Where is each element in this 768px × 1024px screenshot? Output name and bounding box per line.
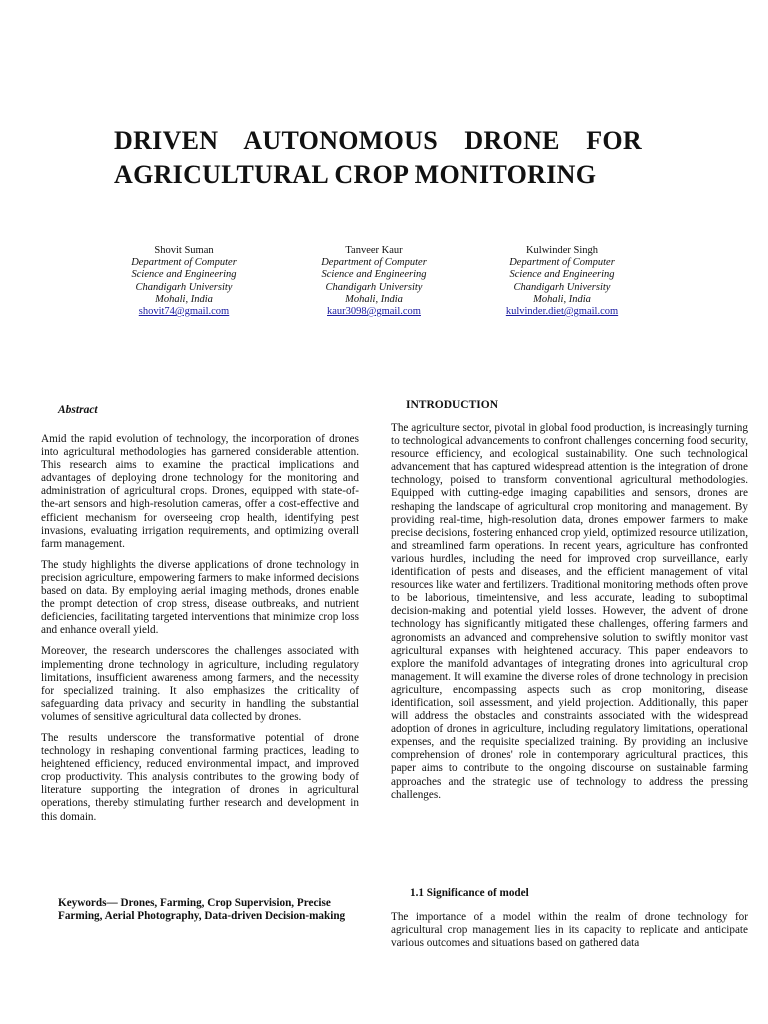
author-email-link[interactable]: kaur3098@gmail.com	[327, 306, 421, 318]
author-department-line2: Science and Engineering	[509, 269, 615, 281]
section-paragraph-significance: The importance of a model within the realm of drone technology for agricultural crop management lies in its capacity to replicate and anticipate various outcomes and situations based on gathered data	[391, 911, 748, 950]
author-name: Tanveer Kaur	[345, 245, 403, 256]
author-email-link[interactable]: kulvinder.diet@gmail.com	[505, 306, 619, 318]
keywords: Keywords— Drones, Farming, Crop Supervision, Precise Farming, Aerial Photography, Data-driven Decision-making	[58, 897, 346, 923]
author-department-line2: Science and Engineering	[131, 269, 237, 281]
author-email-link[interactable]: shovit74@gmail.com	[138, 306, 230, 318]
abstract-paragraph: Moreover, the research underscores the challenges associated with implementing drone technology in agriculture, including regulatory limitations, insufficient awareness among farmers, and the necessity for specialized training. It also emphasizes the criticality of safeguarding data privacy and security in handling the substantial volumes of sensitive agricultural data collected by drones.	[41, 645, 359, 723]
section-heading-significance: 1.1 Significance of model	[410, 887, 529, 899]
abstract-heading: Abstract	[58, 404, 98, 416]
abstract-body	[41, 433, 359, 832]
author-block	[487, 245, 637, 318]
author-department: Department of Computer	[321, 257, 427, 269]
author-location: Mohali, India	[533, 293, 591, 305]
paper-title: DRIVEN AUTONOMOUS DRONE FOR AGRICULTURAL CROP MONITORING	[114, 126, 642, 189]
abstract-paragraph: Amid the rapid evolution of technology, the incorporation of drones into agricultural methodologies has garnered considerable attention. This research aims to examine the practical implications and advantages of deploying drone technology for the monitoring and administration of agricultural crops. Drones, equipped with state-of-the-art sensors and high-resolution cameras, offer a cost-effective and efficient mechanism for overseeing crop health, identifying pest invasions, evaluating irrigation requirements, and optimizing overall farm management.	[41, 433, 359, 550]
abstract-paragraph: The results underscore the transformative potential of drone technology in reshaping conventional farming practices, leading to heightened efficiency, reduced environmental impact, and improved crop productivity. This analysis contributes to the growing body of literature supporting the integration of drones in agricultural operations, thereby stimulating further research and development in this domain.	[41, 731, 359, 823]
author-university: Chandigarh University	[325, 281, 423, 293]
author-department-line2: Science and Engineering	[321, 269, 427, 281]
author-block	[109, 245, 259, 318]
author-location: Mohali, India	[155, 293, 213, 305]
author-name: Kulwinder Singh	[525, 245, 599, 256]
author-block	[299, 245, 449, 318]
introduction-body	[391, 422, 748, 810]
author-name: Shovit Suman	[154, 245, 214, 256]
author-department: Department of Computer	[131, 257, 237, 269]
introduction-paragraph: The agriculture sector, pivotal in global food production, is increasingly turning to technological advancements to confront challenges concerning food security, resource efficiency, and ecological sustainability. One such technological advancement that has captured widespread attention is the integration of drone technology, poised to transform conventional agricultural methodologies. Equipped with cutting-edge imaging capabilities and sensors, drones are reshaping the landscape of agricultural crop monitoring and management. By providing real-time, high-resolution data, drones empower farmers to make precise decisions, fostering enhanced crop yield, optimized resource utilization, and streamlined farm operations. In recent years, agriculture has confronted various hurdles, including the need for improved crop surveillance, early identification of pests and diseases, and the efficient management of vital resources like water and fertilizers. Traditional monitoring methods often prove to be laborious, timeintensive, and less accurate, leading to suboptimal decision-making and potential yield losses. However, the advent of drone technology has significantly mitigated these challenges, offering farmers and agronomists an advanced and comprehensive solution to swiftly monitor vast agricultural expanses with heightened accuracy. This paper endeavors to explore the manifold advantages of integrating drones into agricultural crop management. It will examine the diverse roles of drone technology in precision agriculture, encompassing aspects such as crop monitoring, disease identification, soil assessment, and yield projection. Additionally, this paper will address the obstacles and constraints associated with the widespread adoption of drones in agriculture, including regulatory limitations, operational expenses, and the requisite specialized training. By providing an inclusive comprehension of drones' role in contemporary agricultural practices, this paper aims to contribute to the ongoing discourse on sustainable farming approaches and the strategic use of technology to address the pressing challenges.	[391, 422, 748, 801]
author-location: Mohali, India	[345, 293, 403, 305]
abstract-paragraph: The study highlights the diverse applications of drone technology in precision agriculture, empowering farmers to make informed decisions based on data. By employing aerial imaging methods, drones enable the prompt detection of crop stress, disease outbreaks, and nutrient deficiencies, facilitating targeted interventions that minimize crop loss and enhance overall yield.	[41, 558, 359, 637]
author-university: Chandigarh University	[135, 281, 233, 293]
author-department: Department of Computer	[509, 257, 615, 269]
introduction-heading: INTRODUCTION	[406, 399, 499, 411]
author-university: Chandigarh University	[513, 281, 611, 293]
